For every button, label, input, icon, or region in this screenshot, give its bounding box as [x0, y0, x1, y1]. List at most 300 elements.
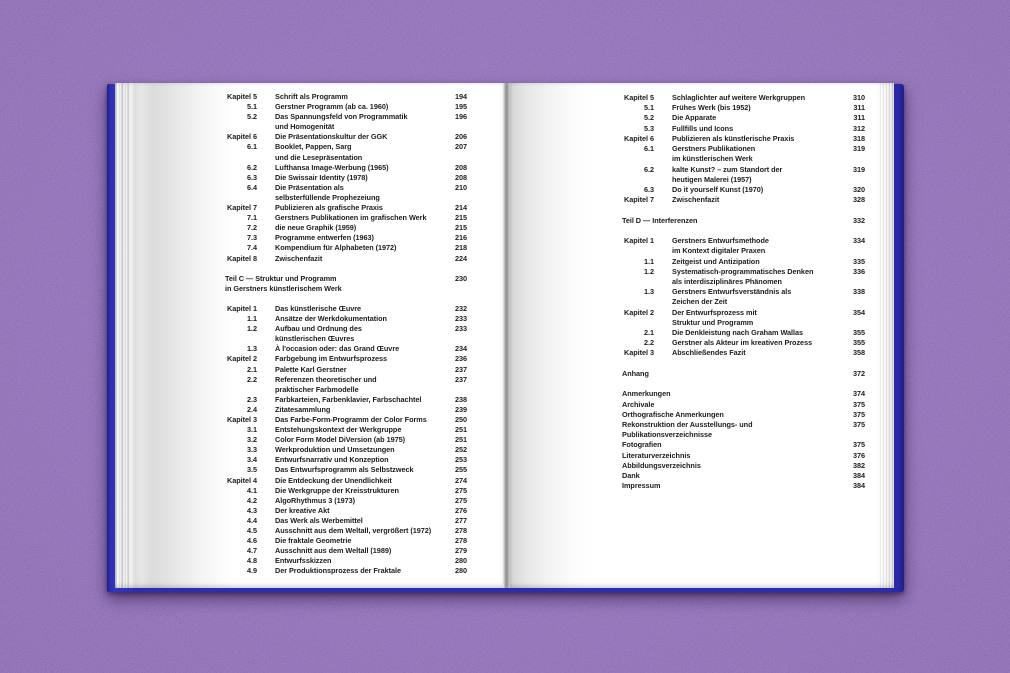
- toc-chapter-label: [622, 175, 654, 185]
- toc-chapter-label: [622, 318, 654, 328]
- toc-chapter-label: Kapitel 5: [227, 92, 257, 101]
- toc-chapter-label: 4.6: [247, 536, 257, 546]
- toc-page-number: 374: [852, 389, 865, 399]
- toc-right-column: [622, 93, 865, 492]
- toc-entry-title: Die Entdeckung der Unendlichkeit: [275, 475, 392, 485]
- toc-entry-title: heutigen Malerei (1957): [672, 174, 752, 184]
- toc-page-number: 375: [852, 409, 865, 419]
- toc-page-number: 277: [454, 515, 467, 525]
- toc-chapter-label: [225, 153, 257, 163]
- toc-section-title: Impressum: [622, 481, 661, 491]
- toc-row: [225, 476, 467, 486]
- toc-row: [225, 455, 467, 465]
- toc-page-number: 276: [454, 505, 467, 515]
- page-fore-edge-right: [879, 83, 894, 588]
- toc-chapter-label: 2.3: [247, 394, 257, 404]
- toc-row: [622, 297, 865, 307]
- toc-page-number: 215: [454, 223, 467, 233]
- toc-page-number: 375: [852, 399, 865, 409]
- toc-page-number: 279: [454, 546, 467, 556]
- toc-row: [225, 375, 467, 385]
- toc-entry-title: Werkproduktion und Umsetzungen: [275, 445, 395, 455]
- toc-row: [225, 274, 467, 284]
- toc-chapter-label: 2.4: [247, 404, 257, 414]
- toc-entry-title: Abschließendes Fazit: [672, 348, 746, 358]
- toc-entry-title: Kompendium für Alphabeten (1972): [275, 243, 397, 253]
- toc-chapter-label: [622, 246, 654, 256]
- toc-entry-title: Entwurfsskizzen: [275, 556, 332, 566]
- toc-entry-title: Das Spannungsfeld von Programmatik: [275, 112, 408, 122]
- book-gutter: [503, 83, 510, 588]
- toc-chapter-label: 2.2: [247, 374, 257, 384]
- toc-chapter-label: 1.1: [644, 256, 654, 266]
- toc-chapter-label: [225, 334, 257, 344]
- toc-chapter-label: [622, 154, 654, 164]
- toc-chapter-label: Kapitel 6: [624, 133, 654, 143]
- toc-section-title: Fotografien: [622, 440, 662, 450]
- toc-entry-title: im Kontext digitaler Praxen: [672, 246, 766, 256]
- toc-entry-title: Die Denkleistung nach Graham Wallas: [672, 328, 803, 338]
- toc-page-number: 375: [852, 440, 865, 450]
- toc-entry-title: Palette Karl Gerstner: [275, 364, 347, 374]
- toc-page-number: [843, 277, 865, 287]
- toc-entry-title: Die Swissair Identity (1978): [275, 172, 368, 182]
- toc-chapter-label: 4.5: [247, 526, 257, 536]
- toc-row: [225, 122, 467, 132]
- toc-row: [622, 369, 865, 379]
- toc-chapter-label: Kapitel 8: [227, 253, 257, 263]
- toc-page-number: 382: [852, 460, 865, 470]
- toc-page-number: 280: [454, 556, 467, 566]
- toc-entry-title: Publizieren als grafische Praxis: [275, 203, 383, 213]
- toc-row: [225, 556, 467, 566]
- toc-row: [622, 113, 865, 123]
- toc-chapter-label: Kapitel 2: [624, 307, 654, 317]
- toc-entry-title: Das Farbe-Form-Programm der Color Forms: [275, 415, 427, 424]
- toc-page-number: 384: [852, 471, 865, 481]
- toc-entry-title: Farbgebung im Entwurfsprozess: [275, 354, 388, 364]
- toc-row: [225, 354, 467, 364]
- toc-row: [225, 425, 467, 435]
- toc-row: [225, 92, 467, 102]
- toc-row: [225, 112, 467, 122]
- toc-page-number: 233: [454, 314, 467, 324]
- toc-entry-title: Gerstners Publikationen im grafischen Werk: [275, 213, 427, 223]
- toc-left-column: [225, 92, 467, 577]
- toc-row: [622, 277, 865, 287]
- toc-entry-title: Fullfills und Icons: [672, 123, 734, 133]
- toc-chapter-label: 4.4: [247, 515, 257, 525]
- toc-row: [225, 142, 467, 152]
- toc-section-title: Archivale: [622, 399, 655, 409]
- toc-gap: [225, 264, 467, 274]
- toc-page-number: 216: [454, 233, 467, 243]
- toc-chapter-label: Kapitel 3: [227, 415, 257, 424]
- toc-entry-title: selbsterfüllende Prophezeiung: [275, 192, 380, 202]
- toc-section-title: Publikationsverzeichnisse: [622, 430, 712, 440]
- toc-row: [622, 103, 865, 113]
- toc-page-number: 358: [852, 348, 865, 358]
- toc-chapter-label: 5.2: [644, 113, 654, 123]
- toc-page-number: [843, 318, 865, 328]
- toc-row: [225, 173, 467, 183]
- toc-chapter-label: Kapitel 2: [227, 354, 257, 364]
- toc-chapter-label: 5.1: [644, 103, 654, 113]
- toc-page-number: 275: [454, 495, 467, 505]
- toc-row: [225, 193, 467, 203]
- toc-chapter-label: Kapitel 5: [624, 93, 654, 102]
- toc-entry-title: Der Produktionsprozess der Fraktale: [275, 566, 401, 576]
- toc-page-number: 214: [454, 203, 467, 213]
- toc-page-number: 255: [454, 465, 467, 475]
- toc-section-title: in Gerstners künstlerischem Werk: [225, 283, 342, 293]
- toc-page-number: 372: [852, 368, 865, 378]
- toc-row: [622, 400, 865, 410]
- toc-entry-title: Struktur und Programm: [672, 317, 754, 327]
- toc-gap: [622, 205, 865, 215]
- toc-chapter-label: 1.1: [247, 314, 257, 324]
- toc-page-number: 312: [852, 123, 865, 133]
- toc-chapter-label: 3.5: [247, 465, 257, 475]
- toc-chapter-label: 7.3: [247, 233, 257, 243]
- toc-page-number: 318: [852, 133, 865, 143]
- toc-row: [225, 203, 467, 213]
- toc-row: [622, 338, 865, 348]
- toc-row: [225, 496, 467, 506]
- toc-chapter-label: 4.7: [247, 546, 257, 556]
- toc-entry-title: Die Präsentationskultur der GGK: [275, 132, 388, 142]
- toc-page-number: 354: [852, 307, 865, 317]
- toc-entry-title: Zitatesammlung: [275, 404, 331, 414]
- toc-chapter-label: 3.3: [247, 445, 257, 455]
- toc-entry-title: Der kreative Akt: [275, 505, 330, 515]
- toc-row: [225, 254, 467, 264]
- toc-page-number: 224: [454, 253, 467, 263]
- toc-entry-title: Das künstlerische Œuvre: [275, 303, 362, 313]
- toc-section-title: Anmerkungen: [622, 389, 671, 399]
- toc-entry-title: im künstlerischen Werk: [672, 154, 753, 164]
- toc-row: [225, 153, 467, 163]
- toc-gap: [225, 294, 467, 304]
- toc-page-number: 278: [454, 536, 467, 546]
- toc-chapter-label: Kapitel 7: [624, 195, 654, 205]
- toc-chapter-label: 1.3: [247, 344, 257, 354]
- toc-row: [225, 526, 467, 536]
- toc-entry-title: und die Lesepräsentation: [275, 152, 363, 162]
- toc-chapter-label: 1.2: [644, 266, 654, 276]
- toc-page-number: 274: [454, 475, 467, 485]
- toc-chapter-label: Kapitel 7: [227, 203, 257, 213]
- toc-entry-title: Systematisch-programmatisches Denken: [672, 266, 814, 276]
- toc-row: [225, 516, 467, 526]
- toc-chapter-label: 7.2: [247, 223, 257, 233]
- toc-chapter-label: 5.3: [644, 123, 654, 133]
- toc-row: [622, 257, 865, 267]
- toc-entry-title: Publizieren als künstlerische Praxis: [672, 133, 795, 143]
- toc-page-number: 280: [454, 566, 467, 576]
- toc-page-number: 334: [852, 236, 865, 246]
- toc-section-title: Teil D — Interferenzen: [622, 215, 698, 225]
- toc-row: [622, 185, 865, 195]
- toc-entry-title: Gerstners Entwurfsmethode: [672, 236, 769, 246]
- toc-entry-title: die neue Graphik (1959): [275, 223, 357, 233]
- toc-page-number: 206: [454, 132, 467, 142]
- toc-entry-title: als interdisziplinäres Phänomen: [672, 276, 782, 286]
- toc-page-number: 376: [852, 450, 865, 460]
- toc-section-title: Dank: [622, 471, 640, 481]
- toc-chapter-label: 4.9: [247, 566, 257, 576]
- toc-row: [622, 328, 865, 338]
- toc-chapter-label: 6.3: [644, 184, 654, 194]
- toc-row: [622, 420, 865, 430]
- toc-row: [225, 304, 467, 314]
- toc-page-number: 215: [454, 213, 467, 223]
- toc-row: [225, 183, 467, 193]
- toc-row: [622, 461, 865, 471]
- toc-page-number: 194: [454, 92, 467, 101]
- toc-row: [622, 165, 865, 175]
- toc-row: [225, 163, 467, 173]
- toc-row: [622, 124, 865, 134]
- toc-chapter-label: 6.1: [247, 142, 257, 152]
- toc-entry-title: Die Präsentation als: [275, 182, 344, 192]
- toc-row: [622, 481, 865, 491]
- toc-row: [225, 233, 467, 243]
- toc-page-number: 355: [852, 328, 865, 338]
- toc-row: [622, 93, 865, 103]
- toc-row: [622, 318, 865, 328]
- toc-gap: [622, 379, 865, 389]
- toc-page-number: 275: [454, 485, 467, 495]
- toc-row: [225, 223, 467, 233]
- toc-row: [225, 324, 467, 334]
- toc-row: [622, 246, 865, 256]
- toc-chapter-label: [225, 385, 257, 395]
- toc-row: [225, 284, 467, 294]
- toc-page-number: 384: [852, 481, 865, 491]
- toc-row: [225, 344, 467, 354]
- toc-entry-title: kalte Kunst? – zum Standort der: [672, 164, 783, 174]
- toc-page-number: 311: [853, 103, 865, 113]
- toc-page-number: 196: [454, 112, 467, 122]
- toc-entry-title: praktischer Farbmodelle: [275, 384, 359, 394]
- toc-page-number: 338: [852, 287, 865, 297]
- toc-chapter-label: 7.4: [247, 243, 257, 253]
- toc-row: [225, 445, 467, 455]
- toc-section-title: Anhang: [622, 368, 649, 378]
- toc-entry-title: Lufthansa Image-Werbung (1965): [275, 162, 389, 172]
- toc-row: [225, 385, 467, 395]
- toc-row: [622, 236, 865, 246]
- toc-chapter-label: Kapitel 6: [227, 132, 257, 142]
- toc-page-number: 232: [454, 303, 467, 313]
- toc-chapter-label: 4.1: [247, 485, 257, 495]
- toc-row: [622, 154, 865, 164]
- toc-page-number: 278: [454, 526, 467, 536]
- toc-entry-title: Zeitgeist und Antizipation: [672, 256, 760, 266]
- toc-entry-title: Zwischenfazit: [672, 195, 720, 205]
- toc-page-number: 207: [454, 142, 467, 152]
- toc-row: [225, 395, 467, 405]
- toc-row: [225, 102, 467, 112]
- toc-page-number: [445, 122, 467, 132]
- toc-row: [622, 267, 865, 277]
- toc-entry-title: Schrift als Programm: [275, 92, 348, 101]
- toc-section-title: Rekonstruktion der Ausstellungs- und: [622, 420, 753, 429]
- toc-page-number: 195: [454, 102, 467, 112]
- toc-row: [225, 132, 467, 142]
- toc-row: [622, 287, 865, 297]
- toc-entry-title: Entwurfsnarrativ und Konzeption: [275, 455, 389, 465]
- toc-chapter-label: 4.2: [247, 495, 257, 505]
- toc-entry-title: Entstehungskontext der Werkgruppe: [275, 425, 402, 435]
- toc-page-number: 210: [454, 182, 467, 192]
- toc-section-title: Orthografische Anmerkungen: [622, 409, 724, 419]
- toc-entry-title: Das Entwurfsprogramm als Selbstzweck: [275, 465, 414, 475]
- toc-entry-title: Aufbau und Ordnung des: [275, 324, 362, 334]
- toc-chapter-label: 3.1: [247, 425, 257, 435]
- toc-row: [225, 365, 467, 375]
- toc-chapter-label: [225, 122, 257, 132]
- toc-chapter-label: Kapitel 1: [227, 303, 257, 313]
- toc-page-number: 236: [454, 354, 467, 364]
- toc-row: [622, 216, 865, 226]
- toc-entry-title: Gerstners Publikationen: [672, 144, 756, 154]
- toc-page-number: [445, 153, 467, 163]
- toc-entry-title: Die Apparate: [672, 113, 717, 123]
- toc-entry-title: Ausschnitt aus dem Weltall, vergrößert (1972): [275, 526, 432, 536]
- toc-entry-title: Der Entwurfsprozess mit: [672, 307, 757, 317]
- toc-entry-title: Referenzen theoretischer und: [275, 374, 377, 384]
- toc-page-number: 253: [454, 455, 467, 465]
- toc-page-number: 319: [852, 164, 865, 174]
- toc-row: [225, 415, 467, 425]
- toc-row: [225, 506, 467, 516]
- toc-row: [622, 348, 865, 358]
- toc-page-number: [843, 430, 865, 440]
- toc-page-number: [843, 297, 865, 307]
- toc-chapter-label: 2.1: [247, 364, 257, 374]
- toc-chapter-label: [622, 277, 654, 287]
- toc-entry-title: künstlerischen Œuvres: [275, 334, 355, 344]
- toc-entry-title: Programme entwerfen (1963): [275, 233, 374, 243]
- toc-page-number: [445, 334, 467, 344]
- toc-row: [622, 144, 865, 154]
- toc-row: [622, 471, 865, 481]
- toc-entry-title: Die Werkgruppe der Kreisstrukturen: [275, 485, 399, 495]
- toc-page-number: [843, 175, 865, 185]
- toc-chapter-label: 3.4: [247, 455, 257, 465]
- toc-page-number: 250: [454, 415, 467, 424]
- toc-chapter-label: Kapitel 4: [227, 475, 257, 485]
- toc-chapter-label: 6.2: [247, 162, 257, 172]
- toc-chapter-label: 6.4: [247, 182, 257, 192]
- toc-row: [225, 536, 467, 546]
- toc-entry-title: Ansätze der Werkdokumentation: [275, 314, 387, 324]
- toc-page-number: 355: [852, 338, 865, 348]
- toc-entry-title: À l'occasion oder: das Grand Œuvre: [275, 344, 400, 354]
- toc-chapter-label: 5.1: [247, 102, 257, 112]
- toc-chapter-label: 6.2: [644, 164, 654, 174]
- toc-chapter-label: 3.2: [247, 435, 257, 445]
- toc-page-number: 237: [454, 364, 467, 374]
- toc-row: [622, 430, 865, 440]
- page-fore-edge-left: [115, 83, 130, 588]
- toc-page-number: 319: [852, 144, 865, 154]
- book-spread: [107, 83, 904, 592]
- toc-chapter-label: 6.1: [644, 144, 654, 154]
- toc-row: [622, 134, 865, 144]
- toc-chapter-label: 2.2: [644, 338, 654, 348]
- toc-page-number: 336: [852, 266, 865, 276]
- toc-page-number: 311: [853, 113, 865, 123]
- toc-page-number: [445, 284, 467, 294]
- toc-page-number: 251: [454, 425, 467, 435]
- toc-row: [225, 334, 467, 344]
- toc-section-title: Literaturverzeichnis: [622, 450, 691, 460]
- toc-page-number: 252: [454, 445, 467, 455]
- toc-entry-title: Das Werk als Werbemittel: [275, 515, 363, 525]
- toc-page-number: 332: [852, 215, 865, 225]
- toc-entry-title: Zwischenfazit: [275, 253, 323, 263]
- toc-row: [225, 405, 467, 415]
- toc-page-number: 237: [454, 374, 467, 384]
- toc-page-number: 238: [454, 394, 467, 404]
- toc-page-number: 310: [852, 93, 865, 102]
- toc-chapter-label: [225, 193, 257, 203]
- toc-gap: [622, 359, 865, 369]
- toc-chapter-label: 7.1: [247, 213, 257, 223]
- toc-row: [225, 546, 467, 556]
- toc-page-number: 375: [852, 420, 865, 429]
- toc-row: [225, 314, 467, 324]
- toc-chapter-label: 4.3: [247, 505, 257, 515]
- toc-row: [622, 308, 865, 318]
- toc-entry-title: Gerstner Programm (ab ca. 1960): [275, 102, 389, 112]
- toc-row: [225, 435, 467, 445]
- toc-page-number: 239: [454, 404, 467, 414]
- toc-entry-title: Die fraktale Geometrie: [275, 536, 352, 546]
- toc-row: [622, 175, 865, 185]
- toc-chapter-label: 2.1: [644, 328, 654, 338]
- toc-entry-title: Farbkarteien, Farbenklavier, Farbschachtel: [275, 394, 422, 404]
- toc-page-number: 335: [852, 256, 865, 266]
- toc-chapter-label: 5.2: [247, 112, 257, 122]
- toc-chapter-label: 1.2: [247, 324, 257, 334]
- toc-page-number: 208: [454, 172, 467, 182]
- toc-entry-title: Gerstner als Akteur im kreativen Prozess: [672, 338, 813, 348]
- toc-page-number: 230: [454, 273, 467, 283]
- toc-page-number: 251: [454, 435, 467, 445]
- toc-entry-title: Frühes Werk (bis 1952): [672, 103, 751, 113]
- toc-page-number: 218: [454, 243, 467, 253]
- toc-page-number: 234: [454, 344, 467, 354]
- toc-entry-title: Color Form Model DiVersion (ab 1975): [275, 435, 405, 445]
- toc-page-number: [843, 154, 865, 164]
- toc-row: [225, 243, 467, 253]
- toc-row: [225, 566, 467, 576]
- toc-page-number: 320: [852, 184, 865, 194]
- toc-chapter-label: 1.3: [644, 287, 654, 297]
- toc-chapter-label: [622, 297, 654, 307]
- toc-page-number: 208: [454, 162, 467, 172]
- toc-entry-title: Zeichen der Zeit: [672, 297, 728, 307]
- toc-section-title: Teil C — Struktur und Programm: [225, 273, 337, 283]
- toc-row: [622, 440, 865, 450]
- toc-chapter-label: 6.3: [247, 172, 257, 182]
- toc-row: [622, 195, 865, 205]
- toc-page-number: [445, 193, 467, 203]
